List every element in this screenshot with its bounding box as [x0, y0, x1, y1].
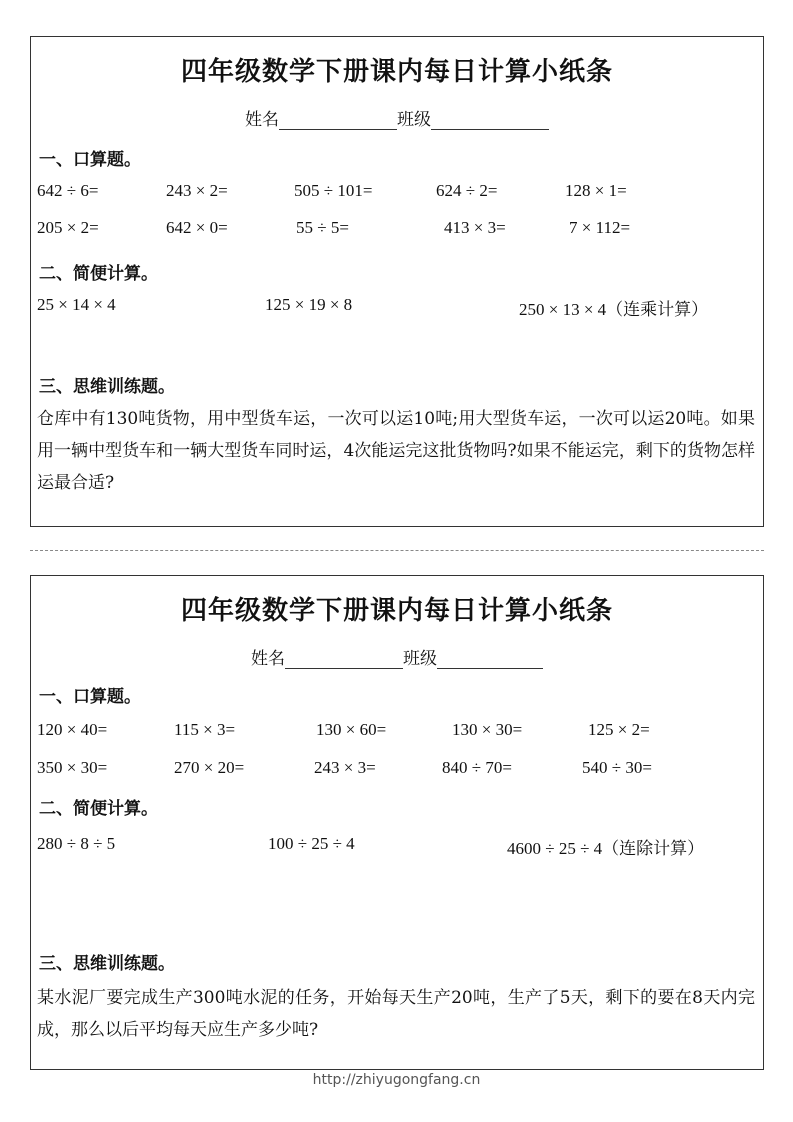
class-label: 班级 [403, 649, 437, 669]
name-class-row [31, 105, 763, 130]
oral-item: 125 × 2= [588, 720, 650, 739]
name-blank[interactable] [285, 650, 403, 669]
class-label: 班级 [397, 110, 431, 130]
oral-item: 642 × 0= [166, 218, 228, 237]
thinking-problem: 某水泥厂要完成生产300吨水泥的任务，开始每天生产20吨，生产了5天，剩下的要在8天内完成，那么以后平均每天应生产多少吨? [37, 988, 755, 1040]
simple-row [31, 834, 763, 858]
oral-item: 7 × 112= [569, 218, 631, 237]
name-class-row [31, 644, 763, 669]
footer-url: http://zhiyugongfang.cn [312, 1072, 481, 1088]
oral-row-1 [31, 181, 763, 205]
section-oral-title: 一、口算题。 [39, 687, 141, 707]
oral-item: 128 × 1= [565, 181, 627, 200]
simple-item: 4600 ÷ 25 ÷ 4（连除计算） [507, 839, 705, 858]
oral-item: 115 × 3= [174, 720, 236, 739]
worksheet-card-1 [30, 36, 764, 527]
oral-item: 413 × 3= [444, 218, 506, 237]
section-thinking-title: 三、思维训练题。 [39, 377, 175, 397]
oral-row-2 [31, 218, 763, 242]
simple-item: 125 × 19 × 8 [265, 295, 353, 314]
simple-item: 250 × 13 × 4（连乘计算） [519, 300, 709, 319]
oral-row-1 [31, 720, 763, 744]
thinking-problem: 仓库中有130吨货物，用中型货车运，一次可以运10吨;用大型货车运，一次可以运20吨。如果用一辆中型货车和一辆大型货车同时运，4次能运完这批货物吗?如果不能运完，剩下的货物怎样运最合适? [37, 409, 755, 493]
oral-row-2 [31, 758, 763, 782]
oral-item: 624 ÷ 2= [436, 181, 498, 200]
cut-line [30, 550, 764, 551]
section-simple-title: 二、简便计算。 [39, 264, 158, 284]
simple-row [31, 295, 763, 319]
worksheet-card-2 [30, 575, 764, 1070]
oral-item: 243 × 3= [314, 758, 376, 777]
oral-item: 270 × 20= [174, 758, 245, 777]
oral-item: 120 × 40= [37, 720, 108, 739]
oral-item: 642 ÷ 6= [37, 181, 99, 200]
oral-item: 130 × 30= [452, 720, 523, 739]
simple-item: 280 ÷ 8 ÷ 5 [37, 834, 116, 853]
oral-item: 205 × 2= [37, 218, 99, 237]
oral-item: 243 × 2= [166, 181, 228, 200]
worksheet-title: 四年级数学下册课内每日计算小纸条 [180, 596, 613, 626]
oral-item: 130 × 60= [316, 720, 387, 739]
oral-item: 55 ÷ 5= [296, 218, 349, 237]
name-label: 姓名 [245, 110, 279, 130]
worksheet-title: 四年级数学下册课内每日计算小纸条 [180, 57, 613, 87]
section-oral-title: 一、口算题。 [39, 150, 141, 170]
oral-item: 840 ÷ 70= [442, 758, 512, 777]
name-blank[interactable] [279, 111, 397, 130]
class-blank[interactable] [431, 111, 549, 130]
name-label: 姓名 [251, 649, 285, 669]
oral-item: 350 × 30= [37, 758, 108, 777]
class-blank[interactable] [437, 650, 543, 669]
section-simple-title: 二、简便计算。 [39, 799, 158, 819]
simple-item: 25 × 14 × 4 [37, 295, 116, 314]
oral-item: 505 ÷ 101= [294, 181, 373, 200]
oral-item: 540 ÷ 30= [582, 758, 652, 777]
section-thinking-title: 三、思维训练题。 [39, 954, 175, 974]
simple-item: 100 ÷ 25 ÷ 4 [268, 834, 355, 853]
